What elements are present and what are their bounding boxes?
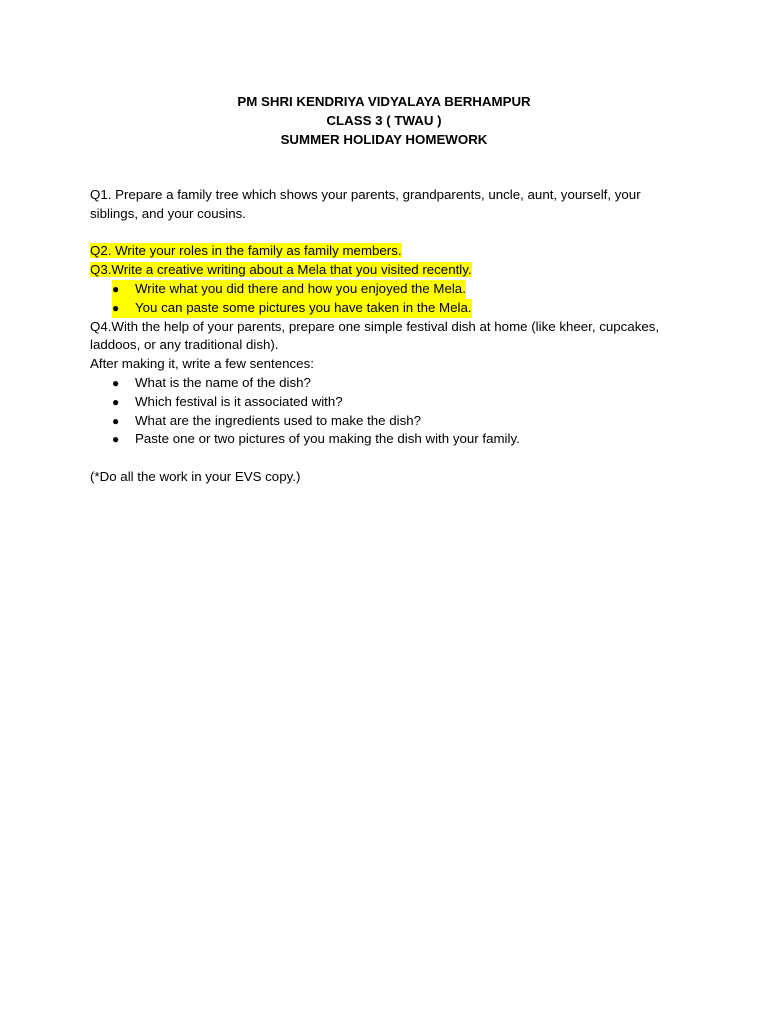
list-item bbox=[90, 280, 680, 299]
class-name: CLASS 3 ( TWAU ) bbox=[326, 113, 442, 128]
question-3-text: Q3.Write a creative writing about a Mela that you visited recently. bbox=[90, 262, 472, 278]
bullet-icon: ● bbox=[112, 375, 120, 390]
question-1: Q1. Prepare a family tree which shows your parents, grandparents, uncle, aunt, yourself, your siblings, and your cousins. bbox=[90, 187, 641, 221]
bullet-icon: ● bbox=[112, 394, 120, 409]
question-3 bbox=[90, 261, 680, 280]
question-4-bullet-1: What is the name of the dish? bbox=[135, 374, 311, 390]
bullet-icon: ● bbox=[112, 281, 120, 296]
school-name: PM SHRI KENDRIYA VIDYALAYA BERHAMPUR bbox=[237, 94, 531, 109]
list-item bbox=[90, 412, 680, 431]
question-4-bullet-2: Which festival is it associated with? bbox=[135, 393, 343, 409]
document-header bbox=[0, 92, 768, 149]
question-4-bullet-4: Paste one or two pictures of you making the dish with your family. bbox=[135, 431, 520, 447]
question-3-bullet-2: You can paste some pictures you have taken in the Mela. bbox=[135, 299, 472, 315]
question-2 bbox=[90, 242, 680, 261]
homework-title: SUMMER HOLIDAY HOMEWORK bbox=[280, 132, 488, 147]
list-item bbox=[90, 393, 680, 412]
document-body bbox=[90, 186, 680, 487]
bullet-icon: ● bbox=[112, 300, 120, 315]
bullet-icon: ● bbox=[112, 413, 120, 428]
list-item bbox=[90, 430, 680, 449]
question-2-text: Q2. Write your roles in the family as family members. bbox=[90, 243, 402, 259]
question-4-followup: After making it, write a few sentences: bbox=[90, 356, 314, 372]
question-4-bullet-3: What are the ingredients used to make the dish? bbox=[135, 412, 422, 428]
question-3-bullet-1: Write what you did there and how you enjoyed the Mela. bbox=[135, 280, 466, 296]
question-4-bullets bbox=[90, 374, 680, 449]
list-item bbox=[90, 299, 680, 318]
question-3-bullets bbox=[90, 280, 680, 318]
spacer bbox=[90, 224, 680, 243]
spacer bbox=[90, 449, 680, 468]
question-4: Q4.With the help of your parents, prepare one simple festival dish at home (like kheer, cupcakes, laddoos, or any traditional dish). bbox=[90, 318, 660, 353]
note: (*Do all the work in your EVS copy.) bbox=[90, 468, 301, 484]
bullet-icon: ● bbox=[112, 432, 120, 447]
list-item bbox=[90, 374, 680, 393]
